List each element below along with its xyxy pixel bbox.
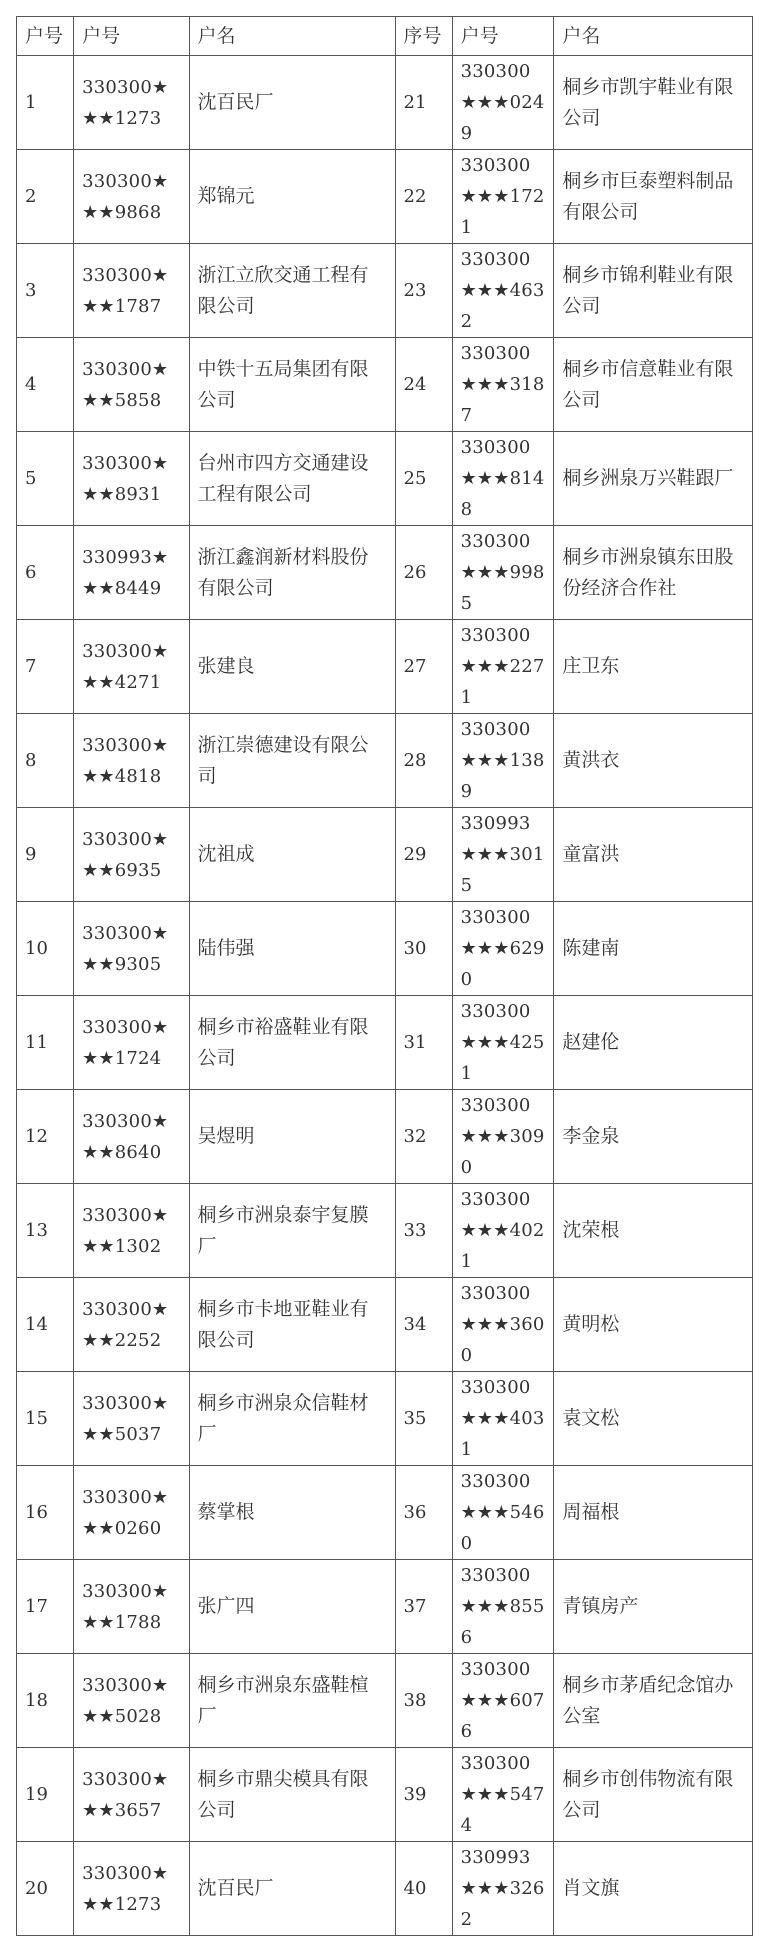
account-name-cell: 桐乡市茅盾纪念馆办公室 bbox=[554, 1654, 753, 1748]
header-row bbox=[17, 17, 753, 56]
row-number-cell: 34 bbox=[395, 1278, 452, 1372]
account-number-cell: 330300★★★5037 bbox=[74, 1372, 189, 1466]
account-number-cell: 330300★★★1273 bbox=[74, 56, 189, 150]
account-name-cell: 桐乡市洲泉镇东田股份经济合作社 bbox=[554, 526, 753, 620]
account-name-cell: 张建良 bbox=[189, 620, 395, 714]
table-row bbox=[17, 150, 753, 244]
account-number-cell: 330300★★★8931 bbox=[74, 432, 189, 526]
table-row bbox=[17, 1842, 753, 1936]
row-number-cell: 15 bbox=[17, 1372, 74, 1466]
account-name-cell: 李金泉 bbox=[554, 1090, 753, 1184]
table-row bbox=[17, 1184, 753, 1278]
header-cell: 户名 bbox=[554, 17, 753, 56]
table-row bbox=[17, 1372, 753, 1466]
account-name-cell: 桐乡市凯宇鞋业有限公司 bbox=[554, 56, 753, 150]
account-number-cell: 330300★★★1302 bbox=[74, 1184, 189, 1278]
row-number-cell: 27 bbox=[395, 620, 452, 714]
row-number-cell: 20 bbox=[17, 1842, 74, 1936]
account-name-cell: 桐乡洲泉万兴鞋跟厂 bbox=[554, 432, 753, 526]
table-row bbox=[17, 714, 753, 808]
row-number-cell: 8 bbox=[17, 714, 74, 808]
row-number-cell: 9 bbox=[17, 808, 74, 902]
row-number-cell: 24 bbox=[395, 338, 452, 432]
account-name-cell: 沈百民厂 bbox=[189, 56, 395, 150]
account-number-cell: 330300★★★5858 bbox=[74, 338, 189, 432]
row-number-cell: 35 bbox=[395, 1372, 452, 1466]
table-row bbox=[17, 620, 753, 714]
account-number-cell: 330300★★★6076 bbox=[452, 1654, 554, 1748]
account-name-cell: 桐乡市裕盛鞋业有限公司 bbox=[189, 996, 395, 1090]
row-number-cell: 29 bbox=[395, 808, 452, 902]
row-number-cell: 2 bbox=[17, 150, 74, 244]
row-number-cell: 40 bbox=[395, 1842, 452, 1936]
account-name-cell: 青镇房产 bbox=[554, 1560, 753, 1654]
account-name-cell: 肖文旗 bbox=[554, 1842, 753, 1936]
row-number-cell: 37 bbox=[395, 1560, 452, 1654]
account-number-cell: 330300★★★8148 bbox=[452, 432, 554, 526]
account-number-cell: 330300★★★0260 bbox=[74, 1466, 189, 1560]
account-name-cell: 庄卫东 bbox=[554, 620, 753, 714]
row-number-cell: 28 bbox=[395, 714, 452, 808]
header-cell: 户号 bbox=[74, 17, 189, 56]
table-container bbox=[16, 16, 753, 1936]
account-name-cell: 陈建南 bbox=[554, 902, 753, 996]
account-name-cell: 沈荣根 bbox=[554, 1184, 753, 1278]
table-row bbox=[17, 1654, 753, 1748]
table-header bbox=[17, 17, 753, 56]
row-number-cell: 14 bbox=[17, 1278, 74, 1372]
table-row bbox=[17, 432, 753, 526]
account-name-cell: 桐乡市信意鞋业有限公司 bbox=[554, 338, 753, 432]
account-name-cell: 赵建伦 bbox=[554, 996, 753, 1090]
account-number-cell: 330300★★★2252 bbox=[74, 1278, 189, 1372]
row-number-cell: 38 bbox=[395, 1654, 452, 1748]
row-number-cell: 21 bbox=[395, 56, 452, 150]
table-row bbox=[17, 902, 753, 996]
account-name-cell: 桐乡市鼎尖模具有限公司 bbox=[189, 1748, 395, 1842]
account-number-cell: 330300★★★8556 bbox=[452, 1560, 554, 1654]
row-number-cell: 31 bbox=[395, 996, 452, 1090]
account-name-cell: 桐乡市锦利鞋业有限公司 bbox=[554, 244, 753, 338]
account-number-cell: 330300★★★1724 bbox=[74, 996, 189, 1090]
account-name-cell: 黄洪衣 bbox=[554, 714, 753, 808]
table-row bbox=[17, 1278, 753, 1372]
account-name-cell: 桐乡市洲泉东盛鞋楦厂 bbox=[189, 1654, 395, 1748]
header-cell: 户号 bbox=[452, 17, 554, 56]
account-name-cell: 浙江鑫润新材料股份有限公司 bbox=[189, 526, 395, 620]
row-number-cell: 7 bbox=[17, 620, 74, 714]
account-name-cell: 桐乡市巨泰塑料制品有限公司 bbox=[554, 150, 753, 244]
row-number-cell: 10 bbox=[17, 902, 74, 996]
header-cell: 序号 bbox=[395, 17, 452, 56]
account-name-cell: 浙江立欣交通工程有限公司 bbox=[189, 244, 395, 338]
account-number-cell: 330300★★★1787 bbox=[74, 244, 189, 338]
account-number-cell: 330993★★★3015 bbox=[452, 808, 554, 902]
account-number-cell: 330300★★★4818 bbox=[74, 714, 189, 808]
account-name-cell: 黄明松 bbox=[554, 1278, 753, 1372]
account-name-cell: 桐乡市洲泉众信鞋材厂 bbox=[189, 1372, 395, 1466]
account-number-cell: 330300★★★6935 bbox=[74, 808, 189, 902]
table-row bbox=[17, 1090, 753, 1184]
account-name-cell: 桐乡市创伟物流有限公司 bbox=[554, 1748, 753, 1842]
account-number-cell: 330300★★★9868 bbox=[74, 150, 189, 244]
account-name-cell: 沈祖成 bbox=[189, 808, 395, 902]
row-number-cell: 5 bbox=[17, 432, 74, 526]
account-name-cell: 童富洪 bbox=[554, 808, 753, 902]
row-number-cell: 17 bbox=[17, 1560, 74, 1654]
table-row bbox=[17, 526, 753, 620]
account-number-cell: 330300★★★2271 bbox=[452, 620, 554, 714]
account-number-cell: 330300★★★3657 bbox=[74, 1748, 189, 1842]
account-number-cell: 330300★★★4632 bbox=[452, 244, 554, 338]
header-cell: 户名 bbox=[189, 17, 395, 56]
row-number-cell: 1 bbox=[17, 56, 74, 150]
account-number-cell: 330300★★★1389 bbox=[452, 714, 554, 808]
account-name-cell: 陆伟强 bbox=[189, 902, 395, 996]
account-number-cell: 330300★★★3187 bbox=[452, 338, 554, 432]
row-number-cell: 39 bbox=[395, 1748, 452, 1842]
account-name-cell: 桐乡市洲泉泰宇复膜厂 bbox=[189, 1184, 395, 1278]
account-number-cell: 330300★★★1788 bbox=[74, 1560, 189, 1654]
row-number-cell: 11 bbox=[17, 996, 74, 1090]
table-row bbox=[17, 1560, 753, 1654]
row-number-cell: 26 bbox=[395, 526, 452, 620]
table-row bbox=[17, 996, 753, 1090]
row-number-cell: 22 bbox=[395, 150, 452, 244]
account-number-cell: 330993★★★8449 bbox=[74, 526, 189, 620]
account-number-cell: 330300★★★5460 bbox=[452, 1466, 554, 1560]
account-number-cell: 330300★★★1721 bbox=[452, 150, 554, 244]
account-name-cell: 袁文松 bbox=[554, 1372, 753, 1466]
row-number-cell: 3 bbox=[17, 244, 74, 338]
table-row bbox=[17, 244, 753, 338]
account-name-cell: 张广四 bbox=[189, 1560, 395, 1654]
account-number-cell: 330300★★★3090 bbox=[452, 1090, 554, 1184]
row-number-cell: 36 bbox=[395, 1466, 452, 1560]
account-number-cell: 330300★★★5474 bbox=[452, 1748, 554, 1842]
row-number-cell: 32 bbox=[395, 1090, 452, 1184]
table-row bbox=[17, 1748, 753, 1842]
account-number-cell: 330300★★★4021 bbox=[452, 1184, 554, 1278]
row-number-cell: 6 bbox=[17, 526, 74, 620]
household-table bbox=[16, 16, 753, 1936]
account-number-cell: 330300★★★4251 bbox=[452, 996, 554, 1090]
account-name-cell: 吴煜明 bbox=[189, 1090, 395, 1184]
account-name-cell: 中铁十五局集团有限公司 bbox=[189, 338, 395, 432]
account-name-cell: 蔡掌根 bbox=[189, 1466, 395, 1560]
account-number-cell: 330300★★★4271 bbox=[74, 620, 189, 714]
row-number-cell: 18 bbox=[17, 1654, 74, 1748]
row-number-cell: 4 bbox=[17, 338, 74, 432]
account-name-cell: 周福根 bbox=[554, 1466, 753, 1560]
row-number-cell: 30 bbox=[395, 902, 452, 996]
account-name-cell: 郑锦元 bbox=[189, 150, 395, 244]
account-number-cell: 330300★★★3600 bbox=[452, 1278, 554, 1372]
row-number-cell: 13 bbox=[17, 1184, 74, 1278]
table-row bbox=[17, 808, 753, 902]
row-number-cell: 16 bbox=[17, 1466, 74, 1560]
account-number-cell: 330300★★★9305 bbox=[74, 902, 189, 996]
account-number-cell: 330993★★★3262 bbox=[452, 1842, 554, 1936]
account-name-cell: 台州市四方交通建设工程有限公司 bbox=[189, 432, 395, 526]
account-name-cell: 桐乡市卡地亚鞋业有限公司 bbox=[189, 1278, 395, 1372]
row-number-cell: 19 bbox=[17, 1748, 74, 1842]
table-row bbox=[17, 56, 753, 150]
table-body bbox=[17, 56, 753, 1936]
account-number-cell: 330300★★★0249 bbox=[452, 56, 554, 150]
table-row bbox=[17, 338, 753, 432]
account-number-cell: 330300★★★5028 bbox=[74, 1654, 189, 1748]
row-number-cell: 23 bbox=[395, 244, 452, 338]
row-number-cell: 12 bbox=[17, 1090, 74, 1184]
account-number-cell: 330300★★★4031 bbox=[452, 1372, 554, 1466]
row-number-cell: 33 bbox=[395, 1184, 452, 1278]
account-number-cell: 330300★★★9985 bbox=[452, 526, 554, 620]
account-name-cell: 浙江崇德建设有限公司 bbox=[189, 714, 395, 808]
account-number-cell: 330300★★★6290 bbox=[452, 902, 554, 996]
header-cell: 户号 bbox=[17, 17, 74, 56]
row-number-cell: 25 bbox=[395, 432, 452, 526]
table-row bbox=[17, 1466, 753, 1560]
account-number-cell: 330300★★★8640 bbox=[74, 1090, 189, 1184]
account-name-cell: 沈百民厂 bbox=[189, 1842, 395, 1936]
account-number-cell: 330300★★★1273 bbox=[74, 1842, 189, 1936]
